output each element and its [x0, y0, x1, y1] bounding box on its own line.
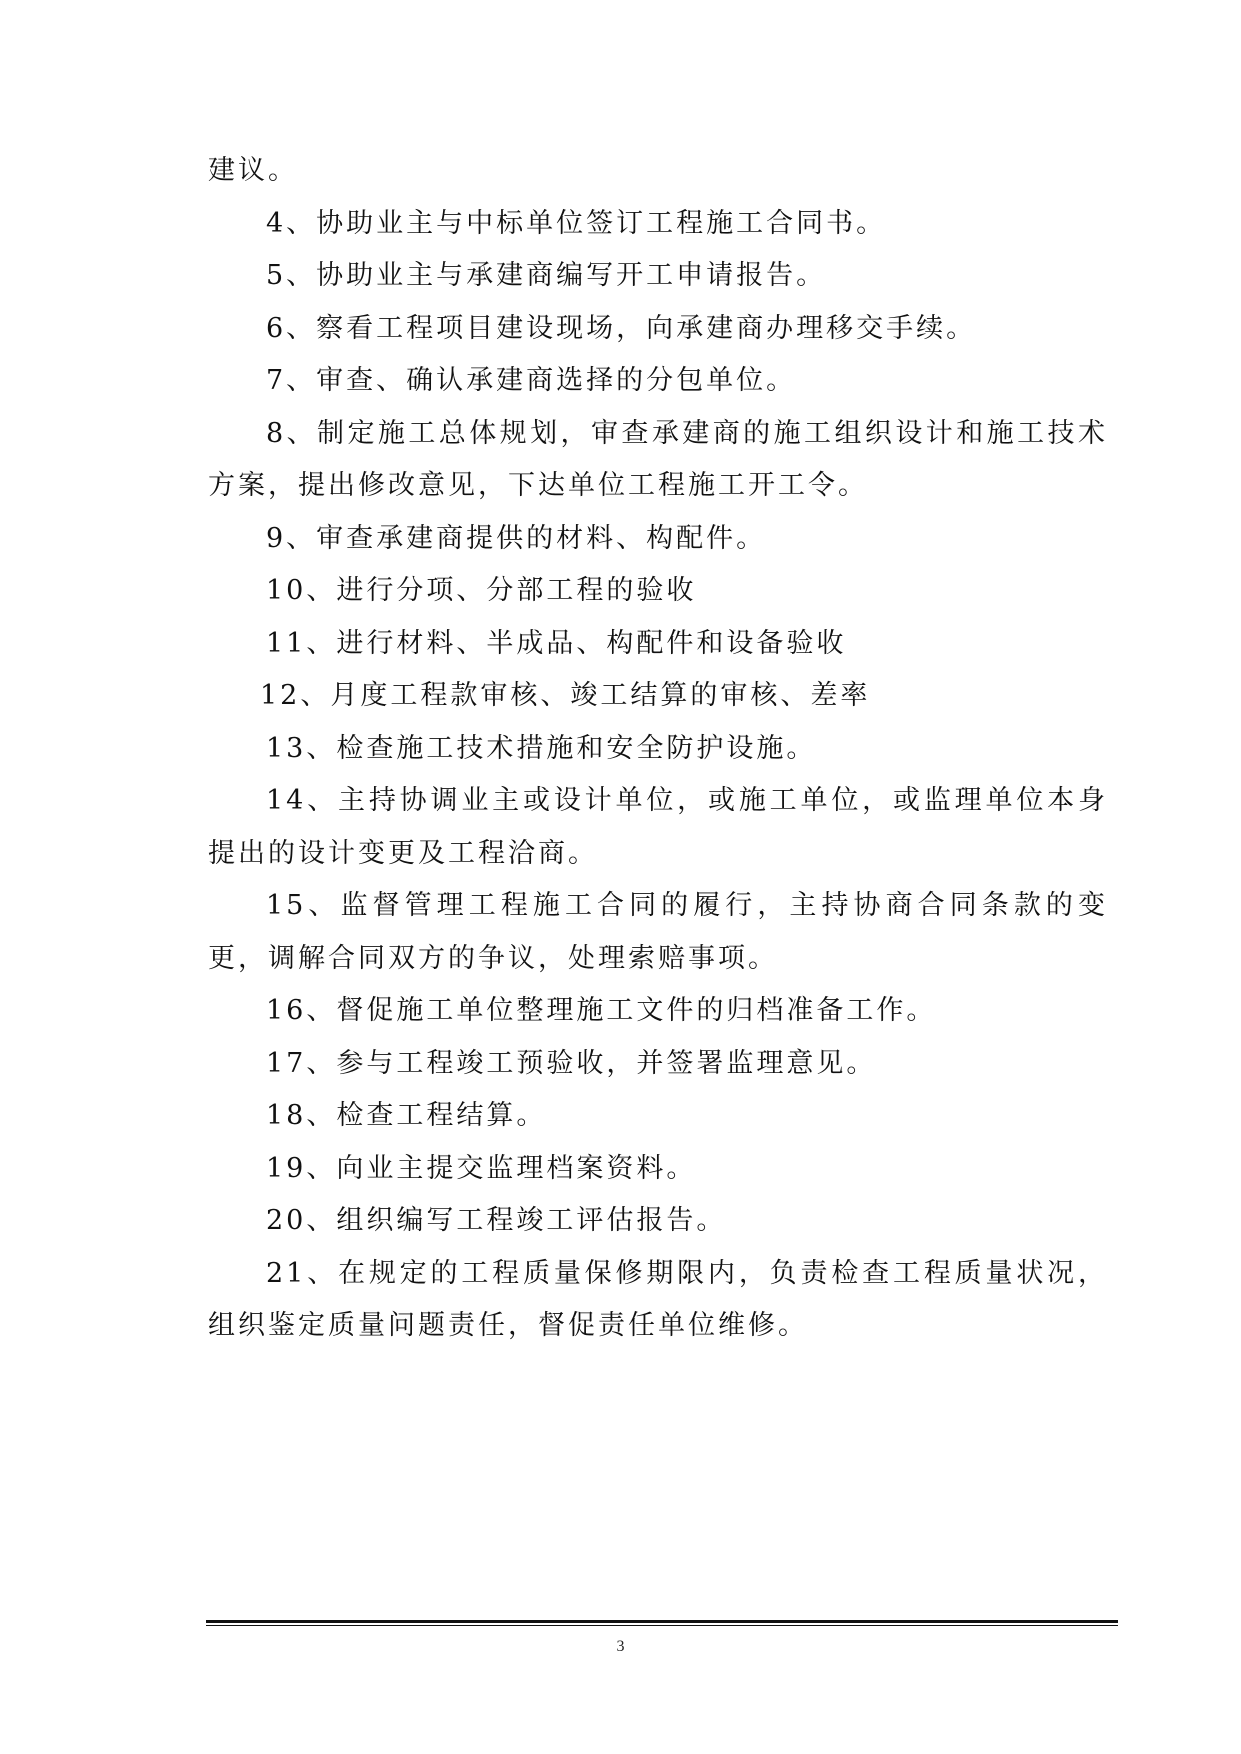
- paragraph-item-17: 17、参与工程竣工预验收，并签署监理意见。: [266, 1047, 877, 1079]
- paragraph-item-12: 12、月度工程款审核、竣工结算的审核、差率: [260, 680, 871, 711]
- paragraph-item-15: 15、监督管理工程施工合同的履行，主持协商合同条款的变更，调解合同双方的争议，处理索赔事项。: [208, 890, 1108, 974]
- document-body: [208, 145, 1108, 1353]
- paragraph-item-21: 21、在规定的工程质量保修期限内，负责检查工程质量状况，组织鉴定质量问题责任，督促责任单位维修。: [208, 1257, 1108, 1341]
- footer-rule-thick: [206, 1620, 1118, 1623]
- paragraph-item-8: 8、制定施工总体规划，审查承建商的施工组织设计和施工技术方案，提出修改意见，下达单位工程施工开工令。: [208, 417, 1108, 501]
- paragraph-item-20: 20、组织编写工程竣工评估报告。: [266, 1205, 727, 1236]
- paragraph-item-10: 10、进行分项、分部工程的验收: [266, 575, 697, 606]
- paragraph-item-14: 14、主持协调业主或设计单位，或施工单位，或监理单位本身提出的设计变更及工程洽商。: [208, 785, 1108, 869]
- paragraph-item-4: 4、协助业主与中标单位签订工程施工合同书。: [266, 207, 887, 239]
- paragraph-item-19: 19、向业主提交监理档案资料。: [266, 1152, 697, 1184]
- footer-rule: [206, 1620, 1118, 1626]
- page-number: 3: [616, 1638, 625, 1655]
- paragraph-item-18: 18、检查工程结算。: [266, 1100, 547, 1131]
- paragraph-item-7: 7、审查、确认承建商选择的分包单位。: [266, 365, 797, 396]
- paragraph-item-11: 11、进行材料、半成品、构配件和设备验收: [266, 627, 847, 659]
- footer-rule-thin: [206, 1625, 1118, 1626]
- paragraph-continuation: 建议。: [208, 155, 298, 186]
- paragraph-item-6: 6、察看工程项目建设现场，向承建商办理移交手续。: [266, 312, 977, 344]
- paragraph-item-16: 16、督促施工单位整理施工文件的归档准备工作。: [266, 995, 937, 1026]
- paragraph-item-9: 9、审查承建商提供的材料、构配件。: [266, 522, 767, 554]
- paragraph-item-5: 5、协助业主与承建商编写开工申请报告。: [266, 260, 827, 291]
- paragraph-item-13: 13、检查施工技术措施和安全防护设施。: [266, 732, 817, 764]
